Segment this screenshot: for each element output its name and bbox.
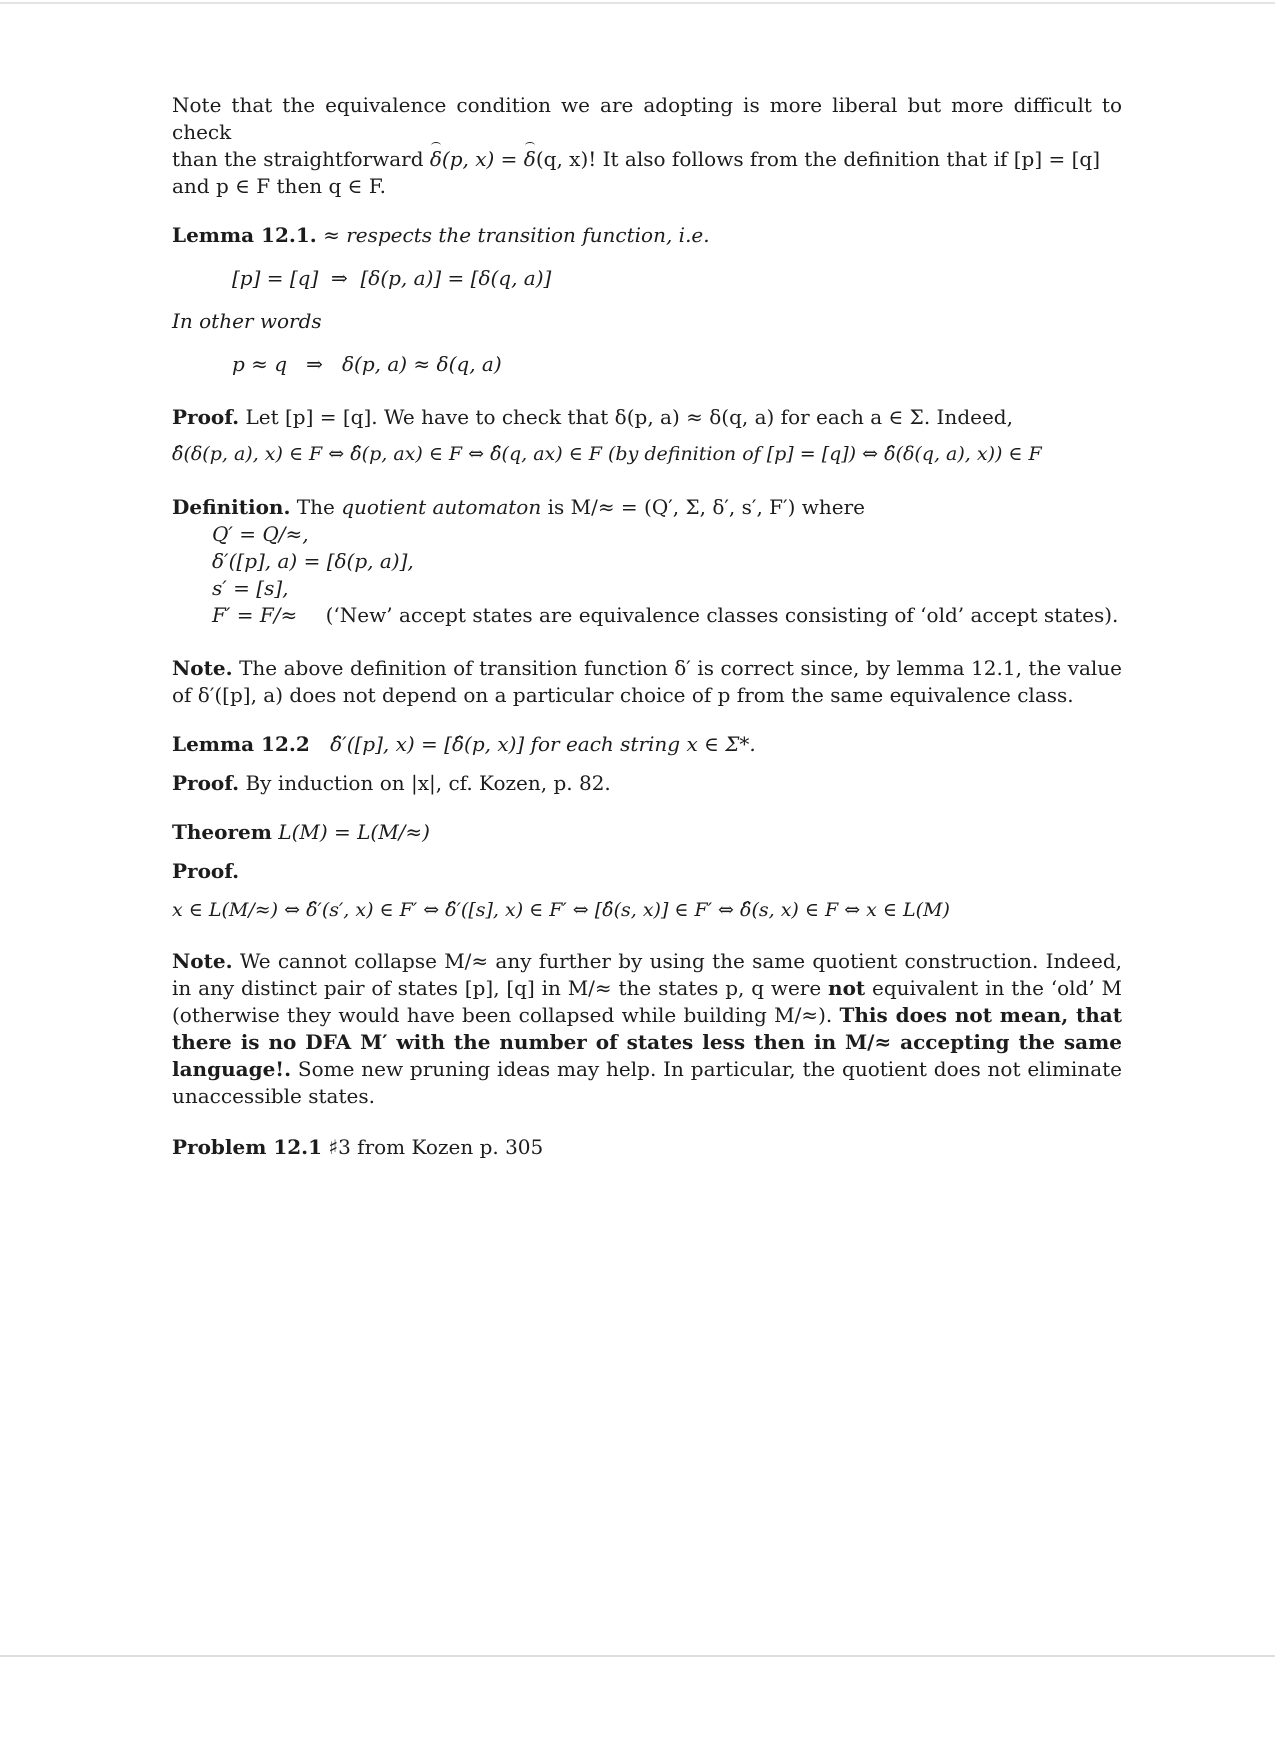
lemma-12-1: [172, 222, 1122, 249]
intro-line-3: and p ∈ F then q ∈ F.: [172, 174, 386, 198]
scan-edge-bottom: [0, 1655, 1275, 1657]
definition-title: Definition.: [172, 495, 291, 519]
proof-1-text: Let [p] = [q]. We have to check that δ(p, a) ≈ δ(q, a) for each a ∈ Σ. Indeed,: [245, 405, 1013, 429]
problem-text: ♯3 from Kozen p. 305: [328, 1135, 544, 1159]
definition: [172, 494, 1122, 521]
proof-1-chain-start: δ̂: [172, 443, 184, 465]
problem-12-1: [172, 1134, 1122, 1161]
lemma-12-2-title: Lemma 12.2: [172, 732, 310, 756]
definition-items: [172, 521, 1122, 629]
proof-lemma-12-2: [172, 770, 1122, 797]
note-2-text-c: Some new pruning ideas may help. In particular, the quotient does not eliminate unaccessible states.: [172, 1057, 1123, 1108]
lemma-12-1-formula-2: p ≈ q ⇒ δ(p, a) ≈ δ(q, a): [232, 352, 502, 376]
definition-term: quotient automaton: [341, 495, 542, 519]
definition-item: Q′ = Q/≈,: [212, 522, 309, 546]
lemma-12-2-formula: δ̂′([p], x) = [δ̂(p, x)]: [330, 732, 525, 756]
proof-3-chain: x ∈ L(M/≈) ⇔ δ̂′(s′, x) ∈ F′ ⇔ δ̂′([s], x) ∈ F′ ⇔ [δ̂(s, x)] ∈ F′ ⇔ δ̂(s, x) ∈ F ⇔ x ∈ L(M): [172, 899, 950, 921]
definition-last-formula: F′ = F/≈: [212, 603, 298, 627]
note-1-text: The above definition of transition function δ′ is correct since, by lemma 12.1, the value of δ′([p], a) does not depend on a particular choice of p from the same equivalence class.: [172, 656, 1123, 707]
problem-title: Problem 12.1: [172, 1135, 323, 1159]
note-2-text-a: We cannot collapse M/≈ any further by using the same quotient construction. Indeed, in any distinct pair of states [p], [q] in M/≈ the states p, q were: [172, 949, 1122, 1000]
scan-edge-top: [0, 2, 1275, 4]
delta-hat-symbol: δ: [523, 147, 536, 171]
definition-text-b: is M/≈ = (Q′, Σ, δ′, s′, F′) where: [547, 495, 865, 519]
theorem-title: Theorem: [172, 820, 272, 844]
note-2-text-b: equivalent in the ‘old’ M (otherwise they would have been collapsed while building M/≈).: [172, 976, 1123, 1027]
note-1: [172, 655, 1122, 709]
proof-2-text: By induction on |x|, cf. Kozen, p. 82.: [245, 771, 611, 795]
lemma-12-1-formula: [p] = [q] ⇒ [δ(p, a)] = [δ(q, a)]: [232, 266, 552, 290]
lemma-12-1-statement: ≈ respects the transition function, i.e.: [323, 223, 710, 247]
in-other-words: In other words: [172, 309, 322, 333]
proof-2-title: Proof.: [172, 771, 240, 795]
note-2: [172, 948, 1122, 1110]
intro-paragraph: [172, 92, 1122, 200]
definition-last-note: (‘New’ accept states are equivalence classes consisting of ‘old’ accept states).: [325, 603, 1119, 627]
intro-equation-mid: (p, x) =: [441, 147, 524, 171]
theorem: [172, 819, 1122, 846]
intro-line-1: Note that the equivalence condition we are adopting is more liberal but more difficult to check: [172, 93, 1122, 144]
proof-1-title: Proof.: [172, 405, 240, 429]
theorem-formula: L(M) = L(M/≈): [278, 820, 430, 844]
intro-line-2-start: than the straightforward: [172, 147, 424, 171]
lemma-12-2-statement: for each string x ∈ Σ*.: [530, 732, 756, 756]
note-1-title: Note.: [172, 656, 233, 680]
delta-hat-symbol: δ: [429, 147, 442, 171]
proof-3-title: Proof.: [172, 859, 240, 883]
proof-lemma-12-1: [172, 404, 1122, 431]
proof-1-chain: [172, 441, 1122, 468]
intro-equation-end: (q, x)! It also follows from the definition that if [p] = [q]: [535, 147, 1101, 171]
definition-item: s′ = [s],: [212, 576, 289, 600]
note-2-title: Note.: [172, 949, 233, 973]
note-2-not: not: [828, 976, 866, 1000]
definition-text-a: The: [296, 495, 335, 519]
lemma-12-1-title: Lemma 12.1.: [172, 223, 317, 247]
definition-item: δ′([p], a) = [δ(p, a)],: [212, 549, 414, 573]
document-page: [172, 92, 1122, 1161]
lemma-12-2: [172, 731, 1122, 758]
definition-item-last: [212, 602, 1122, 629]
note-2-bold-text: This does not mean, that there is no DFA M′ with the number of states less then in M/≈ accepting the same language!.: [172, 1003, 1122, 1081]
proof-1-chain-text: (δ(p, a), x) ∈ F ⇔ δ̂(p, ax) ∈ F ⇔ δ̂(q, ax) ∈ F (by definition of [p] = [q]) ⇔ δ̂(δ(q, a), x)) ∈ F: [183, 443, 1042, 465]
